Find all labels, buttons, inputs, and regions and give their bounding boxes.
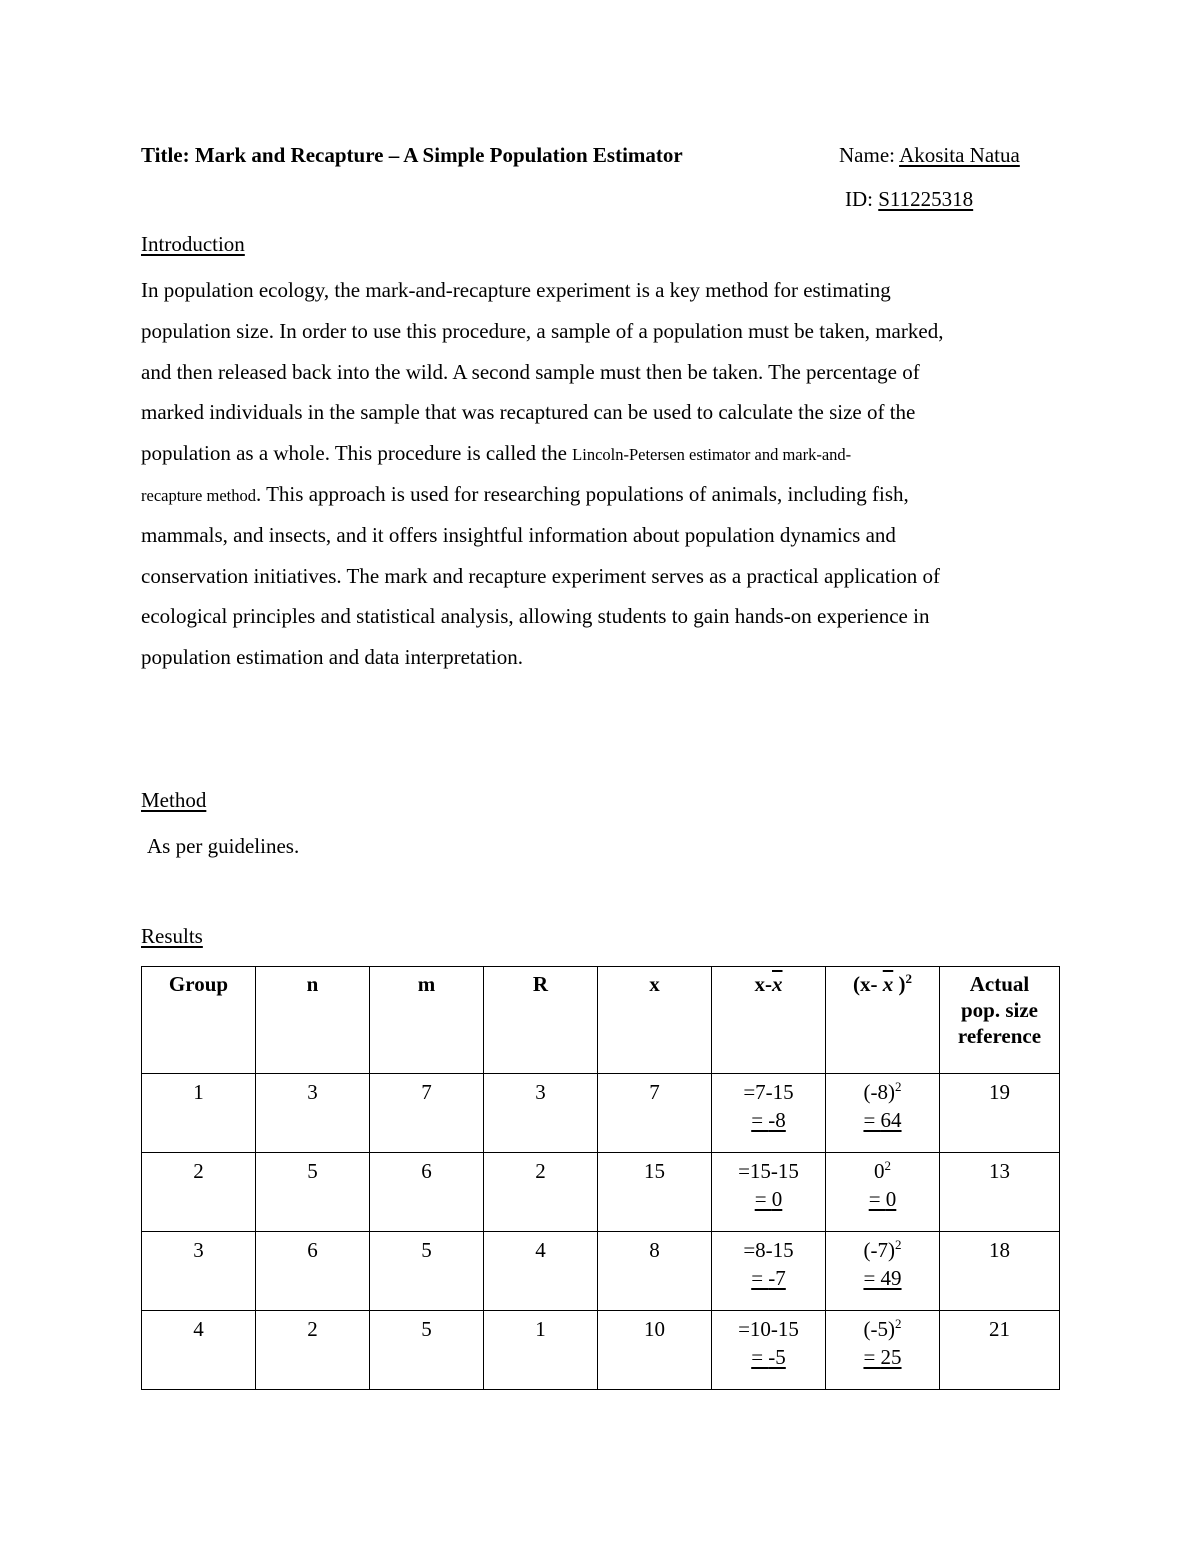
method-body: As per guidelines.	[147, 834, 300, 858]
header-deviation	[712, 967, 826, 1074]
squared-expression: $0^2$	[874, 1158, 891, 1183]
deviation-result: = -5	[751, 1345, 786, 1369]
results-table	[141, 966, 1060, 1390]
intro-line: and then released back into the wild. A second sample must then be taken. The percentage of	[141, 359, 920, 384]
cell-m: 5	[370, 1311, 484, 1390]
deviation-expression: =7-15	[743, 1080, 794, 1104]
intro-line: conservation initiatives. The mark and recapture experiment serves as a practical application of	[141, 563, 941, 588]
deviation-result: = -8	[751, 1108, 786, 1132]
cell-actual: 13	[940, 1153, 1060, 1232]
intro-text: population as a whole. This procedure is called the	[141, 441, 573, 466]
name-value: Akosita Natua	[899, 143, 1020, 167]
squared-result: = 64	[863, 1108, 902, 1132]
squared-expression: $(-5)^2$	[863, 1316, 902, 1341]
results-heading: Results	[141, 924, 203, 948]
cell-deviation	[712, 1074, 826, 1153]
cell-actual: 19	[940, 1074, 1060, 1153]
cell-squared-deviation	[826, 1311, 940, 1390]
cell-m: 5	[370, 1232, 484, 1311]
cell-m: 6	[370, 1153, 484, 1232]
deviation-result: = 0	[754, 1187, 783, 1211]
table-row	[142, 1232, 1060, 1311]
cell-x: 8	[598, 1232, 712, 1311]
name-label: Name:	[839, 143, 900, 167]
table-row	[142, 1153, 1060, 1232]
estimator-name: Lincoln-Petersen estimator and mark-and-	[572, 445, 852, 465]
intro-text: . This approach is used for researching populations of animals, including fish,	[255, 481, 909, 506]
cell-n: 5	[256, 1153, 370, 1232]
cell-n: 6	[256, 1232, 370, 1311]
deviation-result: = -7	[751, 1266, 786, 1290]
cell-m: 7	[370, 1074, 484, 1153]
deviation-expression: =15-15	[738, 1159, 799, 1183]
squared-result: = 0	[868, 1187, 897, 1211]
cell-actual: 18	[940, 1232, 1060, 1311]
header-r: R	[484, 967, 598, 1074]
name-line	[839, 143, 1020, 168]
id-value: S11225318	[878, 187, 974, 211]
cell-group: 4	[142, 1311, 256, 1390]
header-sq-exponent: 2	[905, 971, 912, 986]
intro-line: ecological principles and statistical analysis, allowing students to gain hands-on experience in	[141, 604, 930, 629]
cell-r: 1	[484, 1311, 598, 1390]
header-n: n	[256, 967, 370, 1074]
cell-deviation	[712, 1153, 826, 1232]
cell-squared-deviation	[826, 1232, 940, 1311]
header-deviation-prefix: x-	[754, 972, 772, 996]
method-heading: Method	[141, 788, 207, 812]
intro-line: In population ecology, the mark-and-recapture experiment is a key method for estimating	[141, 278, 891, 302]
cell-deviation	[712, 1311, 826, 1390]
squared-result: = 49	[863, 1266, 902, 1290]
x-bar-symbol: $\overline{x}$	[772, 972, 783, 996]
table-row	[142, 1311, 1060, 1390]
deviation-expression: =8-15	[743, 1238, 794, 1262]
cell-n: 2	[256, 1311, 370, 1390]
cell-x: 15	[598, 1153, 712, 1232]
header-x: x	[598, 967, 712, 1074]
cell-squared-deviation	[826, 1074, 940, 1153]
cell-n: 3	[256, 1074, 370, 1153]
cell-group: 2	[142, 1153, 256, 1232]
intro-line	[141, 481, 1071, 522]
cell-r: 4	[484, 1232, 598, 1311]
introduction-body	[141, 277, 1071, 685]
table-row	[142, 1074, 1060, 1153]
header-actual-line: pop. size	[960, 998, 1038, 1022]
cell-actual: 21	[940, 1311, 1060, 1390]
document-title: Title: Mark and Recapture – A Simple Population Estimator	[141, 143, 683, 167]
method-name: recapture method	[141, 485, 256, 505]
header-group: Group	[142, 967, 256, 1074]
cell-x: 10	[598, 1311, 712, 1390]
header-actual-pop-size	[940, 967, 1060, 1074]
table-header-row	[142, 967, 1060, 1074]
squared-expression: $(-8)^2$	[863, 1079, 902, 1104]
id-line	[845, 187, 973, 212]
cell-group: 1	[142, 1074, 256, 1153]
intro-line	[141, 440, 1071, 481]
header-m: m	[370, 967, 484, 1074]
cell-squared-deviation	[826, 1153, 940, 1232]
intro-line: mammals, and insects, and it offers insightful information about population dynamics and	[141, 522, 896, 547]
cell-group: 3	[142, 1232, 256, 1311]
header-sq-open: (x-	[853, 972, 883, 996]
x-bar-symbol: $\overline{x}$	[882, 972, 894, 996]
introduction-heading: Introduction	[141, 232, 245, 256]
header-squared-deviation	[826, 967, 940, 1074]
header-actual-line: reference	[957, 1024, 1042, 1048]
squared-expression: $(-7)^2$	[863, 1237, 902, 1262]
id-label: ID:	[845, 187, 879, 211]
intro-line: population size. In order to use this procedure, a sample of a population must be taken, marked,	[141, 318, 944, 343]
header-actual-line: Actual	[969, 972, 1030, 996]
cell-r: 2	[484, 1153, 598, 1232]
header-sq-close: )	[893, 972, 906, 996]
intro-line: population estimation and data interpretation.	[141, 645, 523, 670]
cell-x: 7	[598, 1074, 712, 1153]
intro-line: marked individuals in the sample that was recaptured can be used to calculate the size of the	[141, 400, 916, 425]
squared-result: = 25	[863, 1345, 902, 1369]
deviation-expression: =10-15	[738, 1317, 799, 1341]
cell-r: 3	[484, 1074, 598, 1153]
cell-deviation	[712, 1232, 826, 1311]
